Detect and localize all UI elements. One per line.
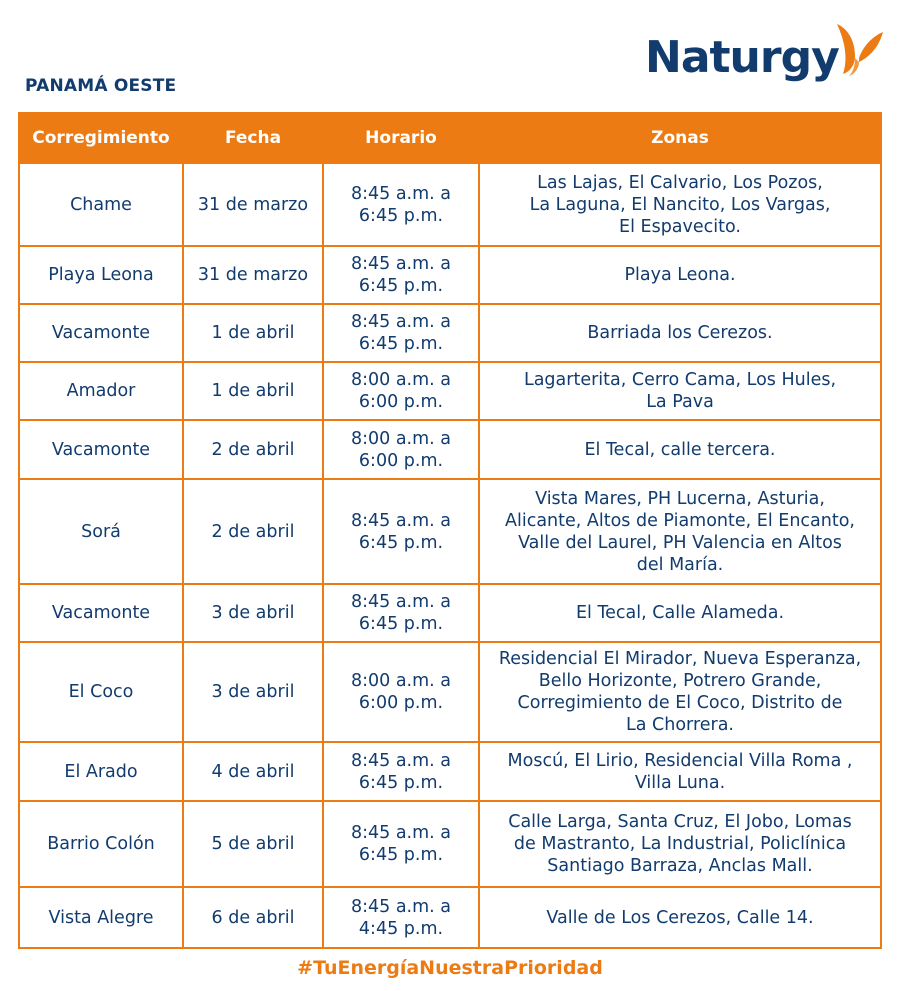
col-header-fecha: Fecha [183, 113, 323, 163]
table-row [19, 479, 881, 584]
cell-horario [323, 642, 479, 742]
cell-corregimiento: Vacamonte [19, 420, 183, 479]
cell-fecha: 3 de abril [183, 584, 323, 642]
zona-line: La Chorrera. [626, 715, 734, 735]
horario-line: 8:45 a.m. a [350, 823, 452, 843]
zona-line: El Tecal, calle tercera. [584, 439, 776, 460]
horario-line: 8:45 a.m. a [350, 254, 452, 274]
zona-line: de Mastranto, La Industrial, Policlínica [513, 834, 847, 854]
cell-fecha: 2 de abril [183, 479, 323, 584]
horario-line: 6:00 p.m. [358, 450, 444, 471]
zona-line: El Espavecito. [619, 216, 741, 237]
cell-zonas [479, 584, 881, 642]
zona-line: Residencial El Mirador, Nueva Esperanza, [498, 649, 862, 669]
horario-line: 6:45 p.m. [358, 276, 444, 296]
zona-line: Valle de Los Cerezos, Calle 14. [546, 907, 814, 928]
cell-fecha: 3 de abril [183, 642, 323, 742]
cell-fecha: 6 de abril [183, 887, 323, 948]
zona-line: La Pava [646, 392, 714, 412]
horario-line: 6:00 p.m. [358, 693, 444, 713]
zona-line: Moscú, El Lirio, Residencial Villa Roma , [507, 750, 853, 771]
cell-horario [323, 246, 479, 304]
zona-line: Villa Luna. [634, 772, 726, 793]
horario-line: 6:45 p.m. [358, 334, 444, 354]
zona-line: Alicante, Altos de Piamonte, El Encanto, [505, 510, 855, 531]
cell-fecha: 31 de marzo [183, 163, 323, 246]
cell-corregimiento: Sorá [19, 479, 183, 584]
zona-line: Valle del Laurel, PH Valencia en Altos [518, 532, 842, 553]
butterfly-icon [833, 22, 885, 78]
cell-horario [323, 584, 479, 642]
cell-fecha: 1 de abril [183, 362, 323, 420]
cell-zonas [479, 887, 881, 948]
horario-line: 6:45 p.m. [358, 532, 444, 553]
naturgy-logo [645, 22, 885, 92]
horario-line: 8:45 a.m. a [350, 312, 452, 332]
cell-fecha: 31 de marzo [183, 246, 323, 304]
table-row [19, 163, 881, 246]
cell-fecha: 2 de abril [183, 420, 323, 479]
table-row [19, 362, 881, 420]
cell-zonas [479, 246, 881, 304]
cell-horario [323, 887, 479, 948]
zona-line: Calle Larga, Santa Cruz, El Jobo, Lomas [508, 812, 852, 832]
zona-line: Bello Horizonte, Potrero Grande, [538, 671, 822, 691]
table-row [19, 246, 881, 304]
cell-fecha: 5 de abril [183, 801, 323, 887]
cell-horario [323, 163, 479, 246]
horario-line: 6:45 p.m. [358, 845, 444, 865]
cell-corregimiento: Vacamonte [19, 304, 183, 362]
horario-line: 6:45 p.m. [358, 614, 444, 634]
cell-zonas [479, 304, 881, 362]
zona-line: Vista Mares, PH Lucerna, Asturia, [535, 488, 825, 509]
cell-fecha: 4 de abril [183, 742, 323, 801]
cell-horario [323, 420, 479, 479]
zona-line: La Laguna, El Nancito, Los Vargas, [529, 194, 831, 215]
horario-line: 8:45 a.m. a [350, 183, 452, 204]
col-header-horario: Horario [323, 113, 479, 163]
zona-line: Playa Leona. [624, 265, 736, 285]
table-row [19, 584, 881, 642]
zona-line: Santiago Barraza, Anclas Mall. [547, 856, 813, 876]
horario-line: 8:45 a.m. a [350, 750, 452, 771]
horario-line: 8:45 a.m. a [350, 592, 452, 612]
horario-line: 4:45 p.m. [358, 918, 444, 939]
cell-corregimiento: Vacamonte [19, 584, 183, 642]
horario-line: 6:45 p.m. [358, 772, 444, 793]
cell-fecha: 1 de abril [183, 304, 323, 362]
table-row [19, 801, 881, 887]
cell-zonas [479, 642, 881, 742]
horario-line: 8:45 a.m. a [350, 510, 452, 531]
region-title: PANAMÁ OESTE [25, 76, 177, 96]
horario-line: 8:00 a.m. a [350, 370, 452, 390]
zona-line: Barriada los Cerezos. [587, 323, 773, 343]
cell-corregimiento: Amador [19, 362, 183, 420]
table-row [19, 887, 881, 948]
zona-line: Las Lajas, El Calvario, Los Pozos, [537, 172, 823, 193]
cell-zonas [479, 801, 881, 887]
horario-line: 6:45 p.m. [358, 205, 444, 226]
cell-horario [323, 304, 479, 362]
schedule-table [18, 112, 882, 949]
cell-corregimiento: El Arado [19, 742, 183, 801]
campaign-hashtag: #TuEnergíaNuestraPrioridad [297, 957, 603, 979]
cell-horario [323, 362, 479, 420]
horario-line: 8:45 a.m. a [350, 896, 452, 917]
zona-line: Corregimiento de El Coco, Distrito de [517, 693, 843, 713]
cell-corregimiento: Playa Leona [19, 246, 183, 304]
cell-zonas [479, 163, 881, 246]
cell-horario [323, 742, 479, 801]
table-row [19, 742, 881, 801]
zona-line: El Tecal, Calle Alameda. [575, 603, 785, 623]
zona-line: Lagarterita, Cerro Cama, Los Hules, [523, 370, 837, 390]
table-row [19, 304, 881, 362]
horario-line: 8:00 a.m. a [350, 428, 452, 449]
cell-corregimiento: Chame [19, 163, 183, 246]
cell-corregimiento: Vista Alegre [19, 887, 183, 948]
horario-line: 6:00 p.m. [358, 392, 444, 412]
cell-zonas [479, 479, 881, 584]
table-row [19, 420, 881, 479]
logo-wordmark: Naturgy [645, 32, 839, 83]
horario-line: 8:00 a.m. a [350, 671, 452, 691]
col-header-corregimiento: Corregimiento [19, 113, 183, 163]
cell-horario [323, 801, 479, 887]
cell-zonas [479, 362, 881, 420]
zona-line: del María. [636, 554, 724, 575]
cell-corregimiento: Barrio Colón [19, 801, 183, 887]
cell-horario [323, 479, 479, 584]
table-row [19, 642, 881, 742]
cell-corregimiento: El Coco [19, 642, 183, 742]
col-header-zonas: Zonas [479, 113, 881, 163]
table-header-row [19, 113, 881, 163]
cell-zonas [479, 420, 881, 479]
cell-zonas [479, 742, 881, 801]
